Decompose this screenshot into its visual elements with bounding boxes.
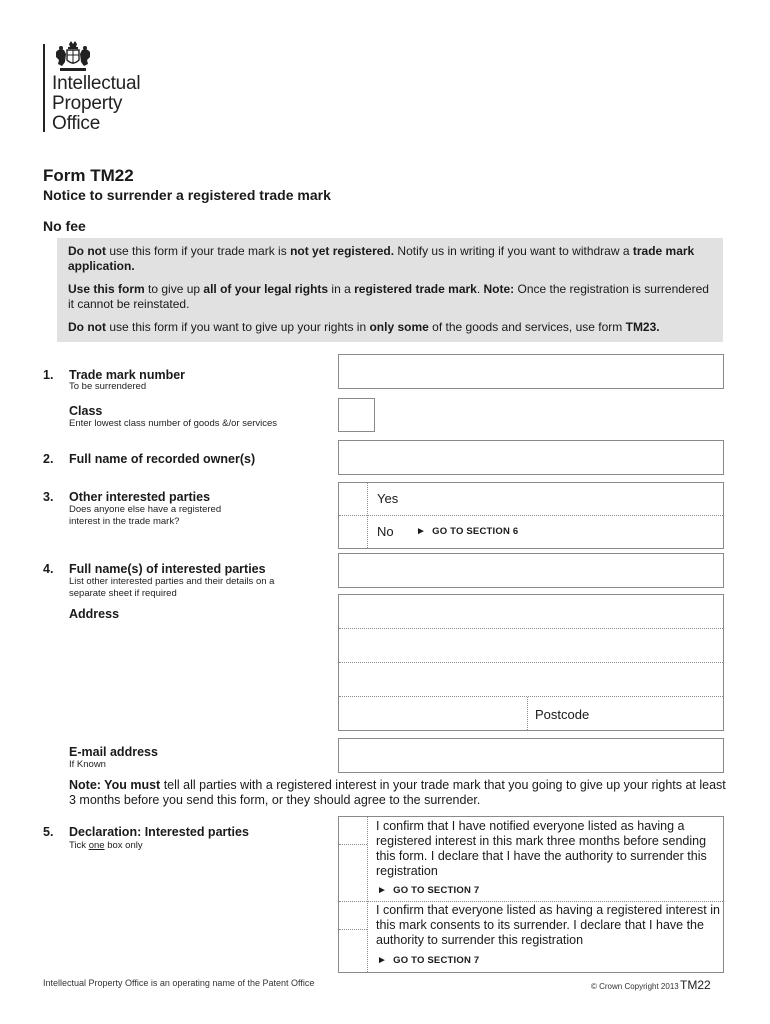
- address-label: Address: [69, 607, 120, 621]
- class-hint: Enter lowest class number of goods &/or services: [69, 418, 278, 429]
- email-label: E-mail address: [69, 745, 158, 759]
- section-3-number: 3.: [43, 490, 54, 504]
- form-code: TM22: [680, 978, 711, 992]
- yes-option-label: Yes: [377, 491, 399, 506]
- section-3-hint: Does anyone else have a registered: [69, 504, 222, 515]
- goto-section-7: ► GO TO SECTION 7: [377, 885, 480, 896]
- section-4-hint: separate sheet if required: [69, 588, 177, 599]
- section-2-number: 2.: [43, 452, 54, 466]
- email-input[interactable]: [338, 738, 724, 773]
- copyright: © Crown Copyright 2013: [591, 982, 679, 991]
- fee-notice: No fee: [43, 218, 86, 234]
- guidance-paragraph: Do not use this form if your trade mark is not yet registered. Notify us in writing if you want to withdraw a trade mark application.: [68, 244, 695, 273]
- divider: [367, 817, 368, 972]
- section-3-hint: interest in the trade mark?: [69, 516, 180, 527]
- section-5-number: 5.: [43, 825, 54, 839]
- org-name-line: Office: [52, 113, 101, 134]
- class-label: Class: [69, 404, 103, 418]
- section-4-label: Full name(s) of interested parties: [69, 562, 266, 576]
- section-2-label: Full name of recorded owner(s): [69, 452, 256, 466]
- royal-coat-of-arms-icon: [52, 40, 94, 74]
- yes-checkbox[interactable]: [340, 484, 366, 514]
- divider: [339, 628, 723, 629]
- email-hint: If Known: [69, 759, 106, 770]
- trade-mark-number-input[interactable]: [338, 354, 724, 389]
- section-1-label: Trade mark number: [69, 368, 186, 382]
- class-input[interactable]: [338, 398, 375, 432]
- interested-parties-name-input[interactable]: [338, 553, 724, 588]
- goto-section-7: ► GO TO SECTION 7: [377, 955, 480, 966]
- right-triangle-arrow-icon: ►: [416, 526, 427, 537]
- guidance-paragraph: Do not use this form if you want to give up your rights in only some of the goods and services, use form TM23.: [68, 320, 660, 334]
- divider: [367, 483, 368, 548]
- postcode-label: Postcode: [535, 707, 590, 722]
- declaration-option-1-text: I confirm that I have notified everyone listed as having a registered interest in this mark three months before sending this form. I declare that I have the authority to surrender this registration: [376, 819, 707, 878]
- divider: [339, 515, 723, 516]
- no-checkbox[interactable]: [340, 517, 366, 547]
- right-triangle-arrow-icon: ►: [377, 955, 388, 966]
- logo-rule: [43, 44, 45, 132]
- guidance-box: [57, 238, 723, 342]
- divider: [339, 696, 723, 697]
- guidance-paragraph: Use this form to give up all of your legal rights in a registered trade mark. Note: Once the registration is surrendered it cannot be reinstated.: [68, 282, 709, 311]
- org-name-line: Property: [52, 93, 123, 114]
- declaration-option-2-text: I confirm that everyone listed as having a registered interest in this mark consents to its surrender. I declare that I have the authority to surrender this registration: [376, 903, 720, 947]
- section-3-label: Other interested parties: [69, 490, 211, 504]
- divider: [339, 901, 723, 902]
- surrender-note: Note: You must tell all parties with a registered interest in your trade mark that you going to give up your rights at least 3 months before you send this form, or they should agree to the surrender.: [69, 778, 726, 807]
- divider: [339, 662, 723, 663]
- section-5-label: Declaration: Interested parties: [69, 825, 249, 839]
- footer-note: Intellectual Property Office is an operating name of the Patent Office: [43, 978, 315, 988]
- divider: [527, 697, 528, 730]
- declaration-option-2-checkbox[interactable]: [339, 902, 367, 930]
- section-4-number: 4.: [43, 562, 54, 576]
- no-option-label: No: [377, 524, 394, 539]
- goto-section-6: ► GO TO SECTION 6: [416, 526, 519, 537]
- form-title: Form TM22: [43, 166, 134, 185]
- section-4-hint: List other interested parties and their details on a: [69, 576, 275, 587]
- owner-name-input[interactable]: [338, 440, 724, 475]
- org-name-line: Intellectual: [52, 73, 141, 94]
- declaration-option-1-checkbox[interactable]: [339, 817, 367, 845]
- section-1-hint: To be surrendered: [69, 381, 147, 392]
- section-5-hint: Tick one box only: [69, 840, 143, 851]
- right-triangle-arrow-icon: ►: [377, 885, 388, 896]
- form-subtitle: Notice to surrender a registered trade mark: [43, 187, 331, 203]
- organisation-name: [52, 74, 140, 134]
- section-1-number: 1.: [43, 368, 54, 382]
